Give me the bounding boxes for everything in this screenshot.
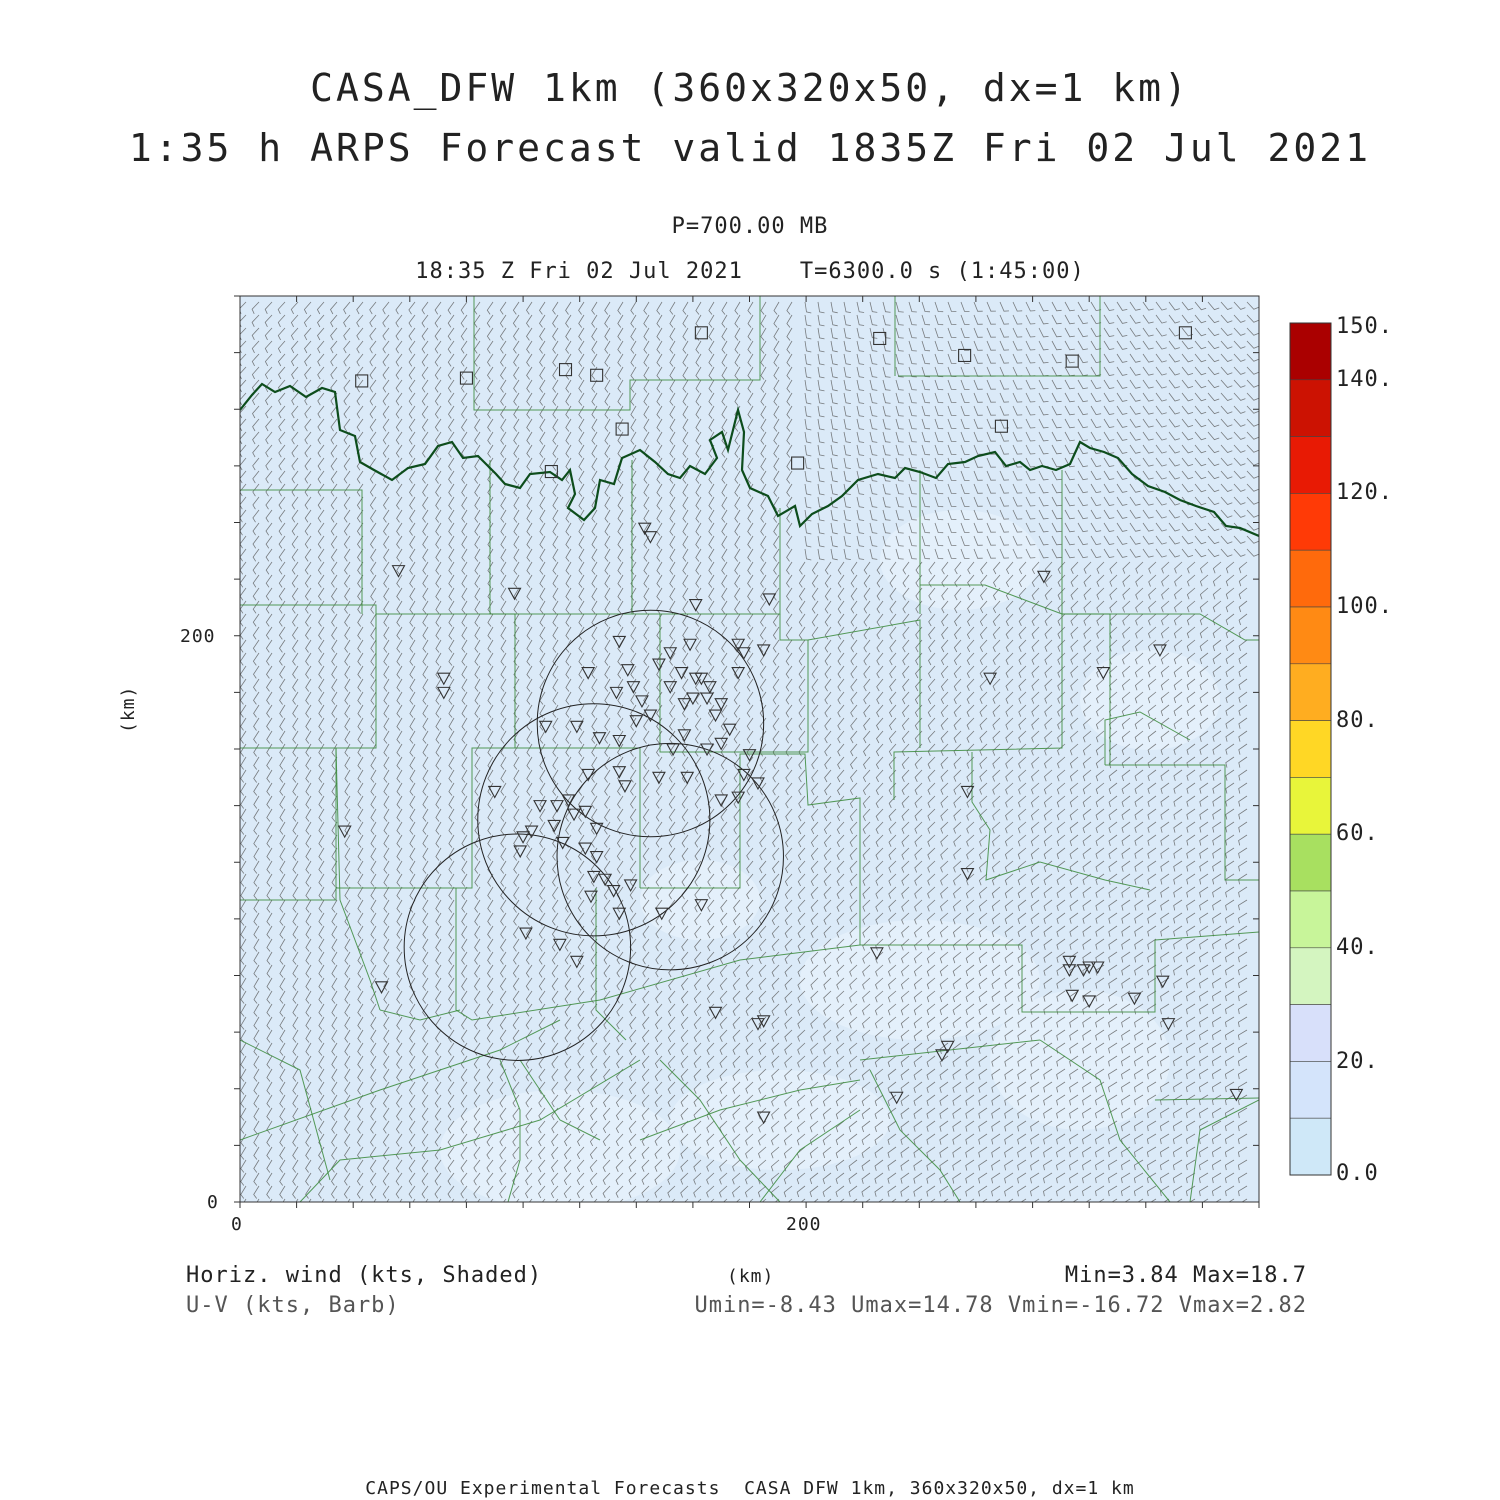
shade-light-patch xyxy=(1080,650,1220,750)
field-description-shaded: Horiz. wind (kts, Shaded) xyxy=(186,1263,543,1288)
min-max-readout: Min=3.84 Max=18.7 xyxy=(1064,1263,1307,1288)
uv-stats-readout: Umin=-8.43 Umax=14.78 Vmin=-16.72 Vmax=2.82 xyxy=(694,1293,1307,1318)
y-tick-200: 200 xyxy=(180,626,216,647)
colorbar-label-0: 0.0 xyxy=(1336,1161,1379,1186)
colorbar-label-80: 80. xyxy=(1336,708,1379,733)
shade-light-patch xyxy=(990,990,1170,1130)
colorbar-label-60: 60. xyxy=(1336,821,1379,846)
y-axis-label: (km) xyxy=(118,685,139,733)
field-description-barb: U-V (kts, Barb) xyxy=(186,1293,400,1318)
x-tick-0: 0 xyxy=(231,1214,243,1235)
shade-light-patch xyxy=(670,1070,890,1170)
colorbar-label-150: 150. xyxy=(1336,314,1393,339)
colorbar-label-120: 120. xyxy=(1336,480,1393,505)
pressure-level: P=700.00 MB xyxy=(671,214,829,239)
credit-line: CAPS/OU Experimental Forecasts CASA DFW 1km, 360x320x50, dx=1 km xyxy=(365,1478,1135,1499)
x-axis-label: (km) xyxy=(727,1266,775,1287)
colorbar-label-40: 40. xyxy=(1336,935,1379,960)
x-tick-200: 200 xyxy=(786,1214,822,1235)
chart-title-line1: CASA_DFW 1km (360x320x50, dx=1 km) xyxy=(310,66,1190,110)
chart-title-line2: 1:35 h ARPS Forecast valid 1835Z Fri 02 Jul 2021 xyxy=(128,126,1372,170)
colorbar-label-20: 20. xyxy=(1336,1049,1379,1074)
valid-time: 18:35 Z Fri 02 Jul 2021 T=6300.0 s (1:45:00) xyxy=(415,259,1085,284)
colorbar-label-140: 140. xyxy=(1336,367,1393,392)
colorbar-label-100: 100. xyxy=(1336,594,1393,619)
y-tick-0: 0 xyxy=(207,1192,219,1213)
